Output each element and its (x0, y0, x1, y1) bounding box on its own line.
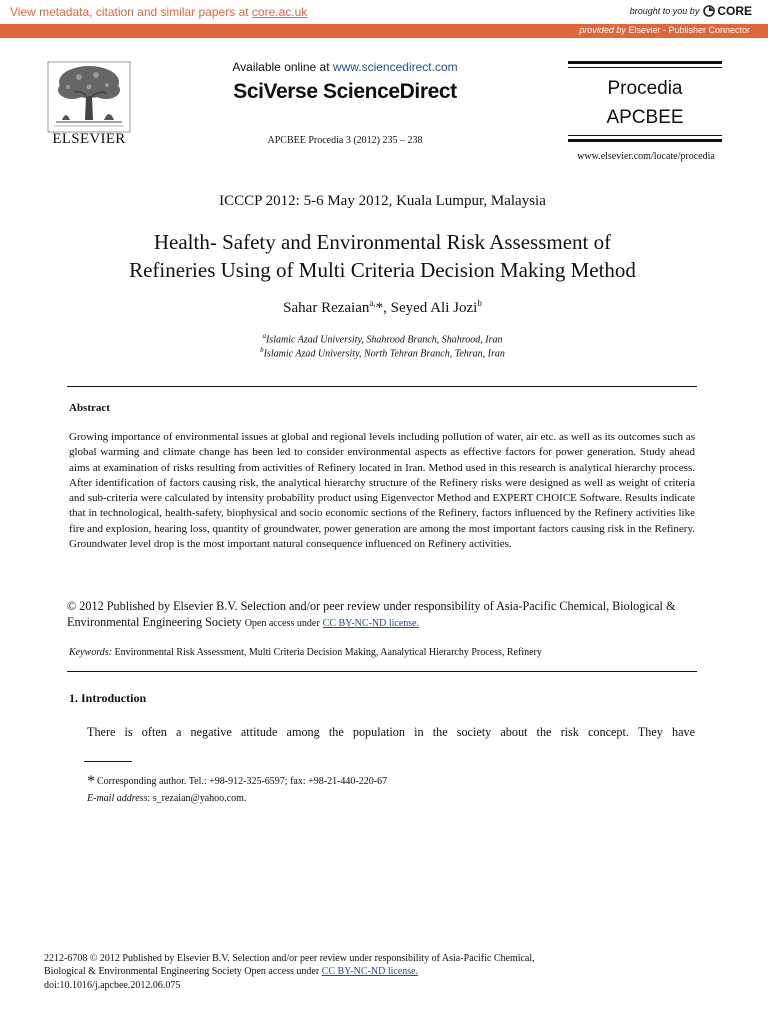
authors-line (100, 298, 665, 317)
conference-line: ICCCP 2012: 5-6 May 2012, Kuala Lumpur, Malaysia (219, 193, 546, 209)
introduction-text: There is often a negative attitude among the population in the society about the risk concept. They have (87, 725, 695, 739)
core-branding (630, 4, 752, 18)
sciverse-wordmark: SciVerse ScienceDirect (233, 80, 457, 103)
email-footnote (87, 793, 246, 804)
copyright-statement (67, 598, 707, 632)
provided-by-label: provided by (579, 25, 626, 35)
society-text: Biological & Environmental Engineering Society (44, 966, 242, 977)
author-2-affil-mark: b (477, 298, 482, 308)
core-logo-text: CORE (717, 4, 752, 18)
sciencedirect-link[interactable]: www.sciencedirect.com (332, 60, 458, 74)
procedia-label: Procedia (607, 78, 683, 99)
core-banner (0, 0, 768, 25)
author-1-corresponding-mark: *, (375, 300, 387, 316)
paper-title-line-2: Refineries Using of Multi Criteria Decision Making Method (129, 258, 636, 282)
issn-copyright-line-2 (44, 966, 418, 977)
core-metadata-link-row (10, 5, 307, 19)
brought-to-you-text: brought to you by (629, 6, 700, 16)
email-address: : s_rezaian@yahoo.com. (147, 793, 247, 804)
footnote-rule (84, 761, 132, 762)
procedia-rule-thick-bottom (568, 139, 722, 142)
provider-text (579, 25, 750, 35)
keywords-text: Environmental Risk Assessment, Multi Criteria Decision Making, Aanalytical Hierarchy Process, Refinery (114, 647, 542, 658)
copyright-text: © 2012 Published by Elsevier B.V. Selection and/or peer review under responsibility of Asia-Pacific Chemical, Biological & Environmental Engineering Society (67, 599, 676, 629)
journal-reference: APCBEE Procedia 3 (2012) 235 – 238 (267, 135, 423, 146)
paper-title-line-1: Health- Safety and Environmental Risk Assessment of (153, 230, 612, 254)
view-metadata-text: View metadata, citation and similar papers at (10, 5, 249, 19)
abstract-rule-top (67, 386, 697, 387)
elsevier-tree-logo-icon (44, 60, 134, 136)
abstract-heading: Abstract (69, 402, 110, 414)
affiliation-2-text: Islamic Azad University, North Tehran Branch, Tehran, Iran (263, 348, 505, 360)
doi-line: doi:10.1016/j.apcbee.2012.06.075 (44, 980, 181, 991)
footer-open-access-label: Open access under (244, 966, 320, 977)
abstract-body: Growing importance of environmental issues at global and regional levels including pollution of water, air etc. as well as its outcomes such as global warming and climate change has been led to consider environmental aspects as effective factors for power generation. Study ahead aims at examination of risks resulting from activities of Refinery located in Iran. Method used in this research is analytical hierarchy process. After identification of factors causing risk, the analytical hierarchy structure of the Refinery risks were designed as well as weight of criteria and sub-criteria were calculated by intensity probability product using Eigenvector Method and EXPERT CHOICE Software. Results indicate that in technological, health-safety, biophysical and socio economic sections of the Refinery, factors influenced by the Refinery activities like fire and explosion, hearing loss, quantity of groundwater, power generation are among the most important factors causing risk in the Refinery. Groundwater level drop is the most important natural consequence influenced on Refinery activities. (69, 431, 695, 551)
introduction-heading: 1. Introduction (69, 691, 147, 705)
provider-bar (0, 24, 768, 38)
affiliation-2 (100, 346, 665, 359)
procedia-rule-thick-top (568, 61, 722, 64)
corresponding-author-footnote (87, 773, 387, 791)
provider-name: Elsevier - Publisher Connector (628, 25, 750, 35)
corresponding-author-text: Corresponding author. Tel.: +98-912-325-6597; fax: +98-21-440-220-67 (97, 776, 388, 787)
footnote-star: * (87, 773, 95, 790)
core-ac-uk-link[interactable]: core.ac.uk (251, 5, 308, 19)
affiliation-2-mark: b (260, 346, 264, 354)
open-access-label: Open access under (244, 618, 320, 629)
author-1: Sahar Rezaian (283, 300, 370, 316)
available-label: Available online at (232, 60, 330, 74)
footer-license-link[interactable]: CC BY-NC-ND license. (321, 966, 419, 977)
issn-copyright-line-1: 2212-6708 © 2012 Published by Elsevier B.V. Selection and/or peer review under responsibility of Asia-Pacific Chemical, (44, 953, 535, 964)
affiliation-1-mark: a (262, 332, 266, 340)
journal-url: www.elsevier.com/locate/procedia (577, 151, 715, 162)
author-1-affil-mark: a, (369, 298, 376, 308)
affiliation-1 (100, 332, 665, 345)
keywords-label: Keywords: (69, 647, 112, 658)
keywords-line (69, 647, 699, 658)
author-2: Seyed Ali Jozi (390, 300, 478, 316)
available-online-line (200, 60, 490, 74)
license-link[interactable]: CC BY-NC-ND license. (322, 618, 420, 629)
abstract-rule-bottom (67, 671, 697, 672)
apcbee-label: APCBEE (606, 107, 684, 128)
procedia-rule-thin-bottom (568, 135, 722, 136)
procedia-rule-thin-top (568, 67, 722, 68)
email-label: E-mail address (87, 793, 148, 804)
core-logo-icon (703, 5, 715, 17)
elsevier-wordmark: ELSEVIER (52, 131, 126, 147)
affiliation-1-text: Islamic Azad University, Shahrood Branch, Shahrood, Iran (265, 334, 503, 346)
